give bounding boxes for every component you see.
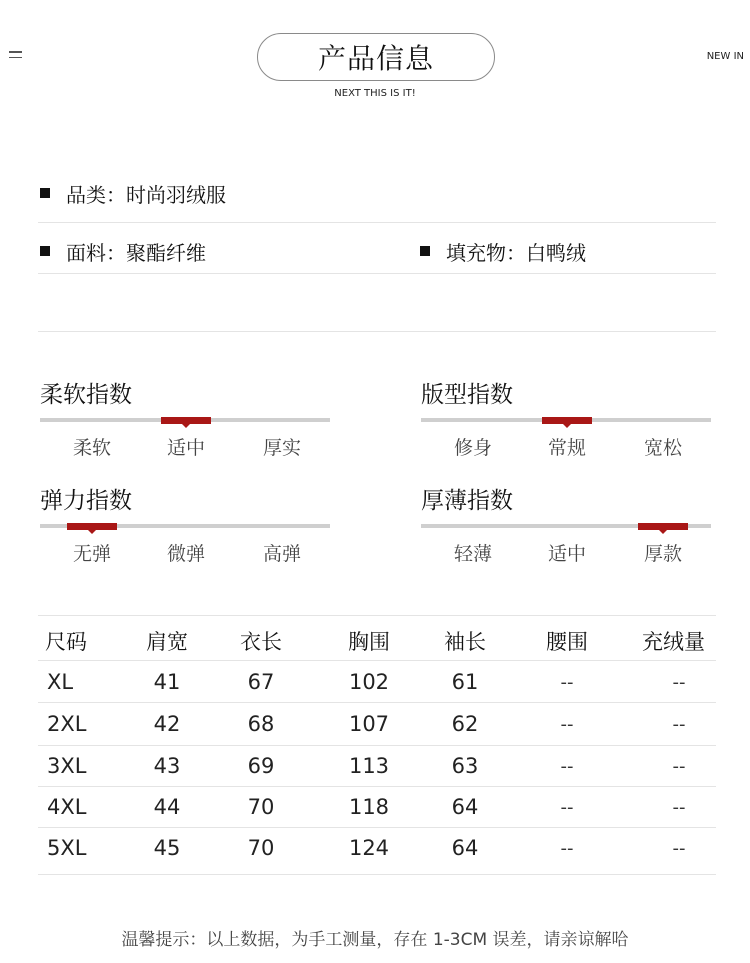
- table-cell: 118: [348, 795, 390, 819]
- square-bullet-icon: [40, 246, 50, 256]
- new-in-tag: NEW IN: [706, 51, 744, 62]
- table-cell: --: [560, 672, 574, 693]
- info-fabric: [40, 239, 206, 263]
- table-cell: 64: [451, 795, 479, 819]
- index-title: 弹力指数: [40, 488, 132, 514]
- page-title: 产品信息: [257, 33, 495, 81]
- table-cell: XL: [47, 670, 74, 694]
- divider: [38, 222, 716, 223]
- index-title: 版型指数: [421, 382, 513, 408]
- info-fabric-text: 面料：聚酯纤维: [66, 240, 206, 265]
- table-header-cell: 尺码: [45, 630, 87, 654]
- index-label: 宽松: [643, 437, 682, 459]
- table-cell: --: [560, 714, 574, 735]
- divider: [38, 273, 716, 274]
- square-bullet-icon: [420, 246, 430, 256]
- table-cell: 69: [247, 754, 275, 778]
- index-label: 微弹: [166, 543, 205, 565]
- square-bullet-icon: [40, 188, 50, 198]
- table-cell: 44: [153, 795, 181, 819]
- page-subtitle: NEXT THIS IS IT!: [334, 88, 416, 99]
- table-header-cell: 腰围: [546, 630, 588, 654]
- table-cell: 3XL: [47, 754, 87, 778]
- table-row-divider: [38, 786, 716, 787]
- table-row-divider: [38, 660, 716, 661]
- table-cell: 124: [348, 836, 390, 860]
- index-label: 无弹: [72, 543, 111, 565]
- table-cell: 62: [451, 712, 479, 736]
- index-label: 厚款: [643, 543, 682, 565]
- table-cell: 42: [153, 712, 181, 736]
- table-cell: 107: [348, 712, 390, 736]
- index-label: 柔软: [72, 437, 111, 459]
- footer-note: 温馨提示：以上数据，为手工测量，存在 1-3CM 误差，请亲谅解哈: [121, 930, 629, 950]
- table-row-divider: [38, 745, 716, 746]
- info-category: [40, 181, 226, 205]
- hamburger-icon[interactable]: [9, 51, 22, 59]
- index-pointer-icon: [562, 423, 572, 428]
- table-row-divider: [38, 827, 716, 828]
- table-cell: 2XL: [47, 712, 87, 736]
- index-label: 厚实: [262, 437, 301, 459]
- table-cell: --: [560, 838, 574, 859]
- table-cell: 61: [451, 670, 479, 694]
- table-top-line: [38, 615, 716, 616]
- table-cell: 5XL: [47, 836, 87, 860]
- table-bottom-line: [38, 874, 716, 875]
- index-title: 柔软指数: [40, 382, 132, 408]
- table-cell: 63: [451, 754, 479, 778]
- table-cell: --: [672, 714, 686, 735]
- info-filling-text: 填充物：白鸭绒: [446, 240, 586, 265]
- index-label: 适中: [166, 437, 205, 459]
- table-header-cell: 肩宽: [146, 630, 188, 654]
- table-cell: --: [672, 797, 686, 818]
- table-cell: 113: [348, 754, 390, 778]
- table-cell: --: [672, 838, 686, 859]
- index-label: 高弹: [262, 543, 301, 565]
- table-cell: 45: [153, 836, 181, 860]
- index-pointer-icon: [658, 529, 668, 534]
- index-title: 厚薄指数: [421, 488, 513, 514]
- index-pointer-icon: [87, 529, 97, 534]
- table-cell: 70: [247, 795, 275, 819]
- index-label: 轻薄: [453, 543, 492, 565]
- table-cell: 70: [247, 836, 275, 860]
- table-cell: --: [672, 672, 686, 693]
- info-category-text: 品类：时尚羽绒服: [66, 182, 226, 207]
- table-cell: --: [560, 797, 574, 818]
- index-pointer-icon: [181, 423, 191, 428]
- table-cell: 68: [247, 712, 275, 736]
- table-header-cell: 袖长: [444, 630, 486, 654]
- table-cell: 43: [153, 754, 181, 778]
- table-cell: 67: [247, 670, 275, 694]
- table-cell: 64: [451, 836, 479, 860]
- table-cell: 41: [153, 670, 181, 694]
- table-header-cell: 胸围: [348, 630, 390, 654]
- table-row-divider: [38, 702, 716, 703]
- table-cell: 102: [348, 670, 390, 694]
- table-cell: --: [672, 756, 686, 777]
- table-header-cell: 衣长: [240, 630, 282, 654]
- table-cell: 4XL: [47, 795, 87, 819]
- divider: [38, 331, 716, 332]
- info-filling: [420, 239, 586, 263]
- table-cell: --: [560, 756, 574, 777]
- index-label: 修身: [453, 437, 492, 459]
- index-label: 适中: [547, 543, 586, 565]
- index-label: 常规: [547, 437, 586, 459]
- table-header-cell: 充绒量: [642, 630, 705, 654]
